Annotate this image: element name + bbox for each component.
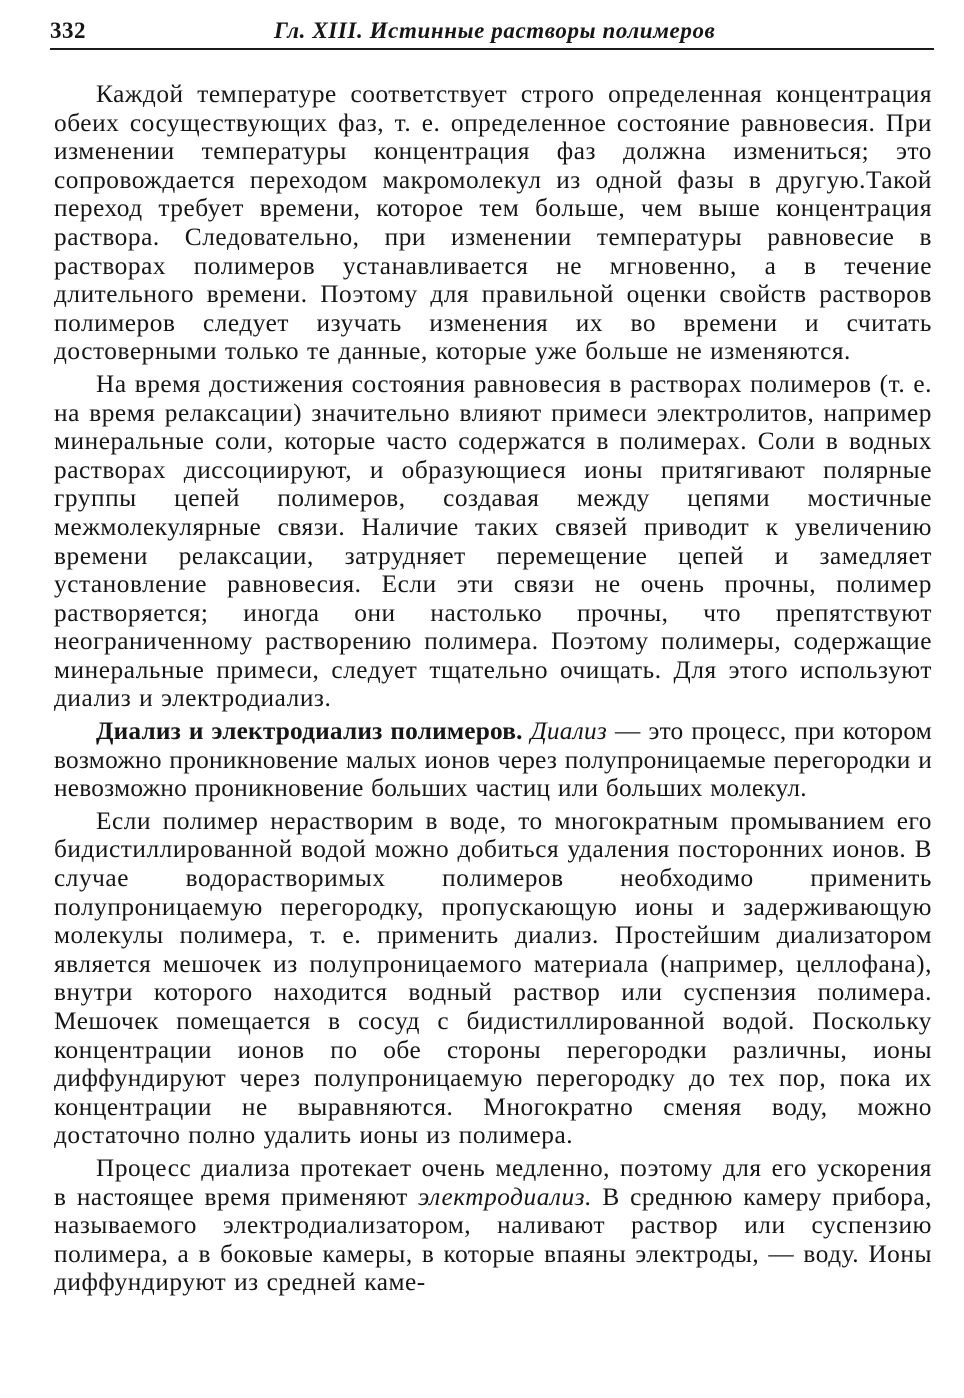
paragraph-text: — это процесс, при котором возможно проникновение малых ионов через полупроницаемые перегородки и невозможно проникновение больших частиц или больших молекул. [54, 717, 933, 803]
running-head: Гл. XIII. Истинные растворы полимеров [274, 18, 716, 43]
paragraph-text: В среднюю камеру прибора, называемого электродиализатором, наливают раствор или суспензию полимера, а в боковые камеры, в которые впаяны электроды, — воду. Ионы диффундируют из средней каме- [54, 1182, 933, 1297]
paragraph-electrodialysis [54, 1154, 932, 1297]
term-dialysis: Диализ [530, 717, 608, 746]
paragraph-dialysis-process: Если полимер нерастворим в воде, то многократным промыванием его бидистиллированной водой можно добиться удаления посторонних ионов. В случае водорастворимых полимеров необходимо применить полупроницаемую перегородку, пропускающую ионы и задерживающую молекулы полимера, т. е. применить диализ. Простейшим диализатором является мешочек из полупроницаемого материала (например, целлофана), внутри которого находится водный раствор или суспензия полимера. Мешочек помещается в сосуд с бидистиллированной водой. Поскольку концентрации ионов по обе стороны перегородки различны, ионы диффундируют через полупроницаемую перегородку до тех пор, пока их концентрации не выравняются. Многократно сменяя воду, можно достаточно полно удалить ионы из полимера. [54, 806, 932, 1150]
term-electrodialysis: электродиализ. [418, 1182, 592, 1211]
paragraph-equilibrium: Каждой температуре соответствует строго определенная концентрация обеих сосуществующих фаз, т. е. определенное состояние равновесия. При изменении температуры концентрация фаз должна измениться; это сопровождается переходом макромолекул из одной фазы в другую.Такой переход требует времени, которое тем больше, чем выше концентрация раствора. Следовательно, при изменении температуры равновесие в растворах полимеров устанавливается не мгновенно, а в течение длительного времени. Поэтому для правильной оценки свойств растворов полимеров следует изучать изменения их во времени и считать достоверными только те данные, которые уже больше не изменяются. [54, 80, 932, 366]
body-text [54, 80, 932, 1301]
section-heading: Диализ и электродиализ полимеров. [96, 717, 523, 746]
page-number: 332 [50, 18, 86, 43]
paragraph-relaxation: На время достижения состояния равновесия в растворах полимеров (т. е. на время релаксации) значительно влияют примеси электролитов, например минеральные соли, которые часто содержатся в полимерах. Соли в водных растворах диссоциируют, и образующиеся ионы притягивают полярные группы цепей полимеров, создавая между цепями мостичные межмолекулярные связи. Наличие таких связей приводит к увеличению времени релаксации, затрудняет перемещение цепей и замедляет установление равновесия. Если эти связи не очень прочны, полимер растворяется; иногда они настолько прочны, что препятствуют неограниченному растворению полимера. Поэтому полимеры, содержащие минеральные примеси, следует тщательно очищать. Для этого используют диализ и электродиализ. [54, 369, 932, 713]
paragraph-dialysis-definition [54, 717, 932, 803]
page-header [50, 14, 934, 50]
paragraph-text: Процесс диализа протекает очень медленно, поэтому для его ускорения в настоящее время применяют [54, 1153, 932, 1211]
